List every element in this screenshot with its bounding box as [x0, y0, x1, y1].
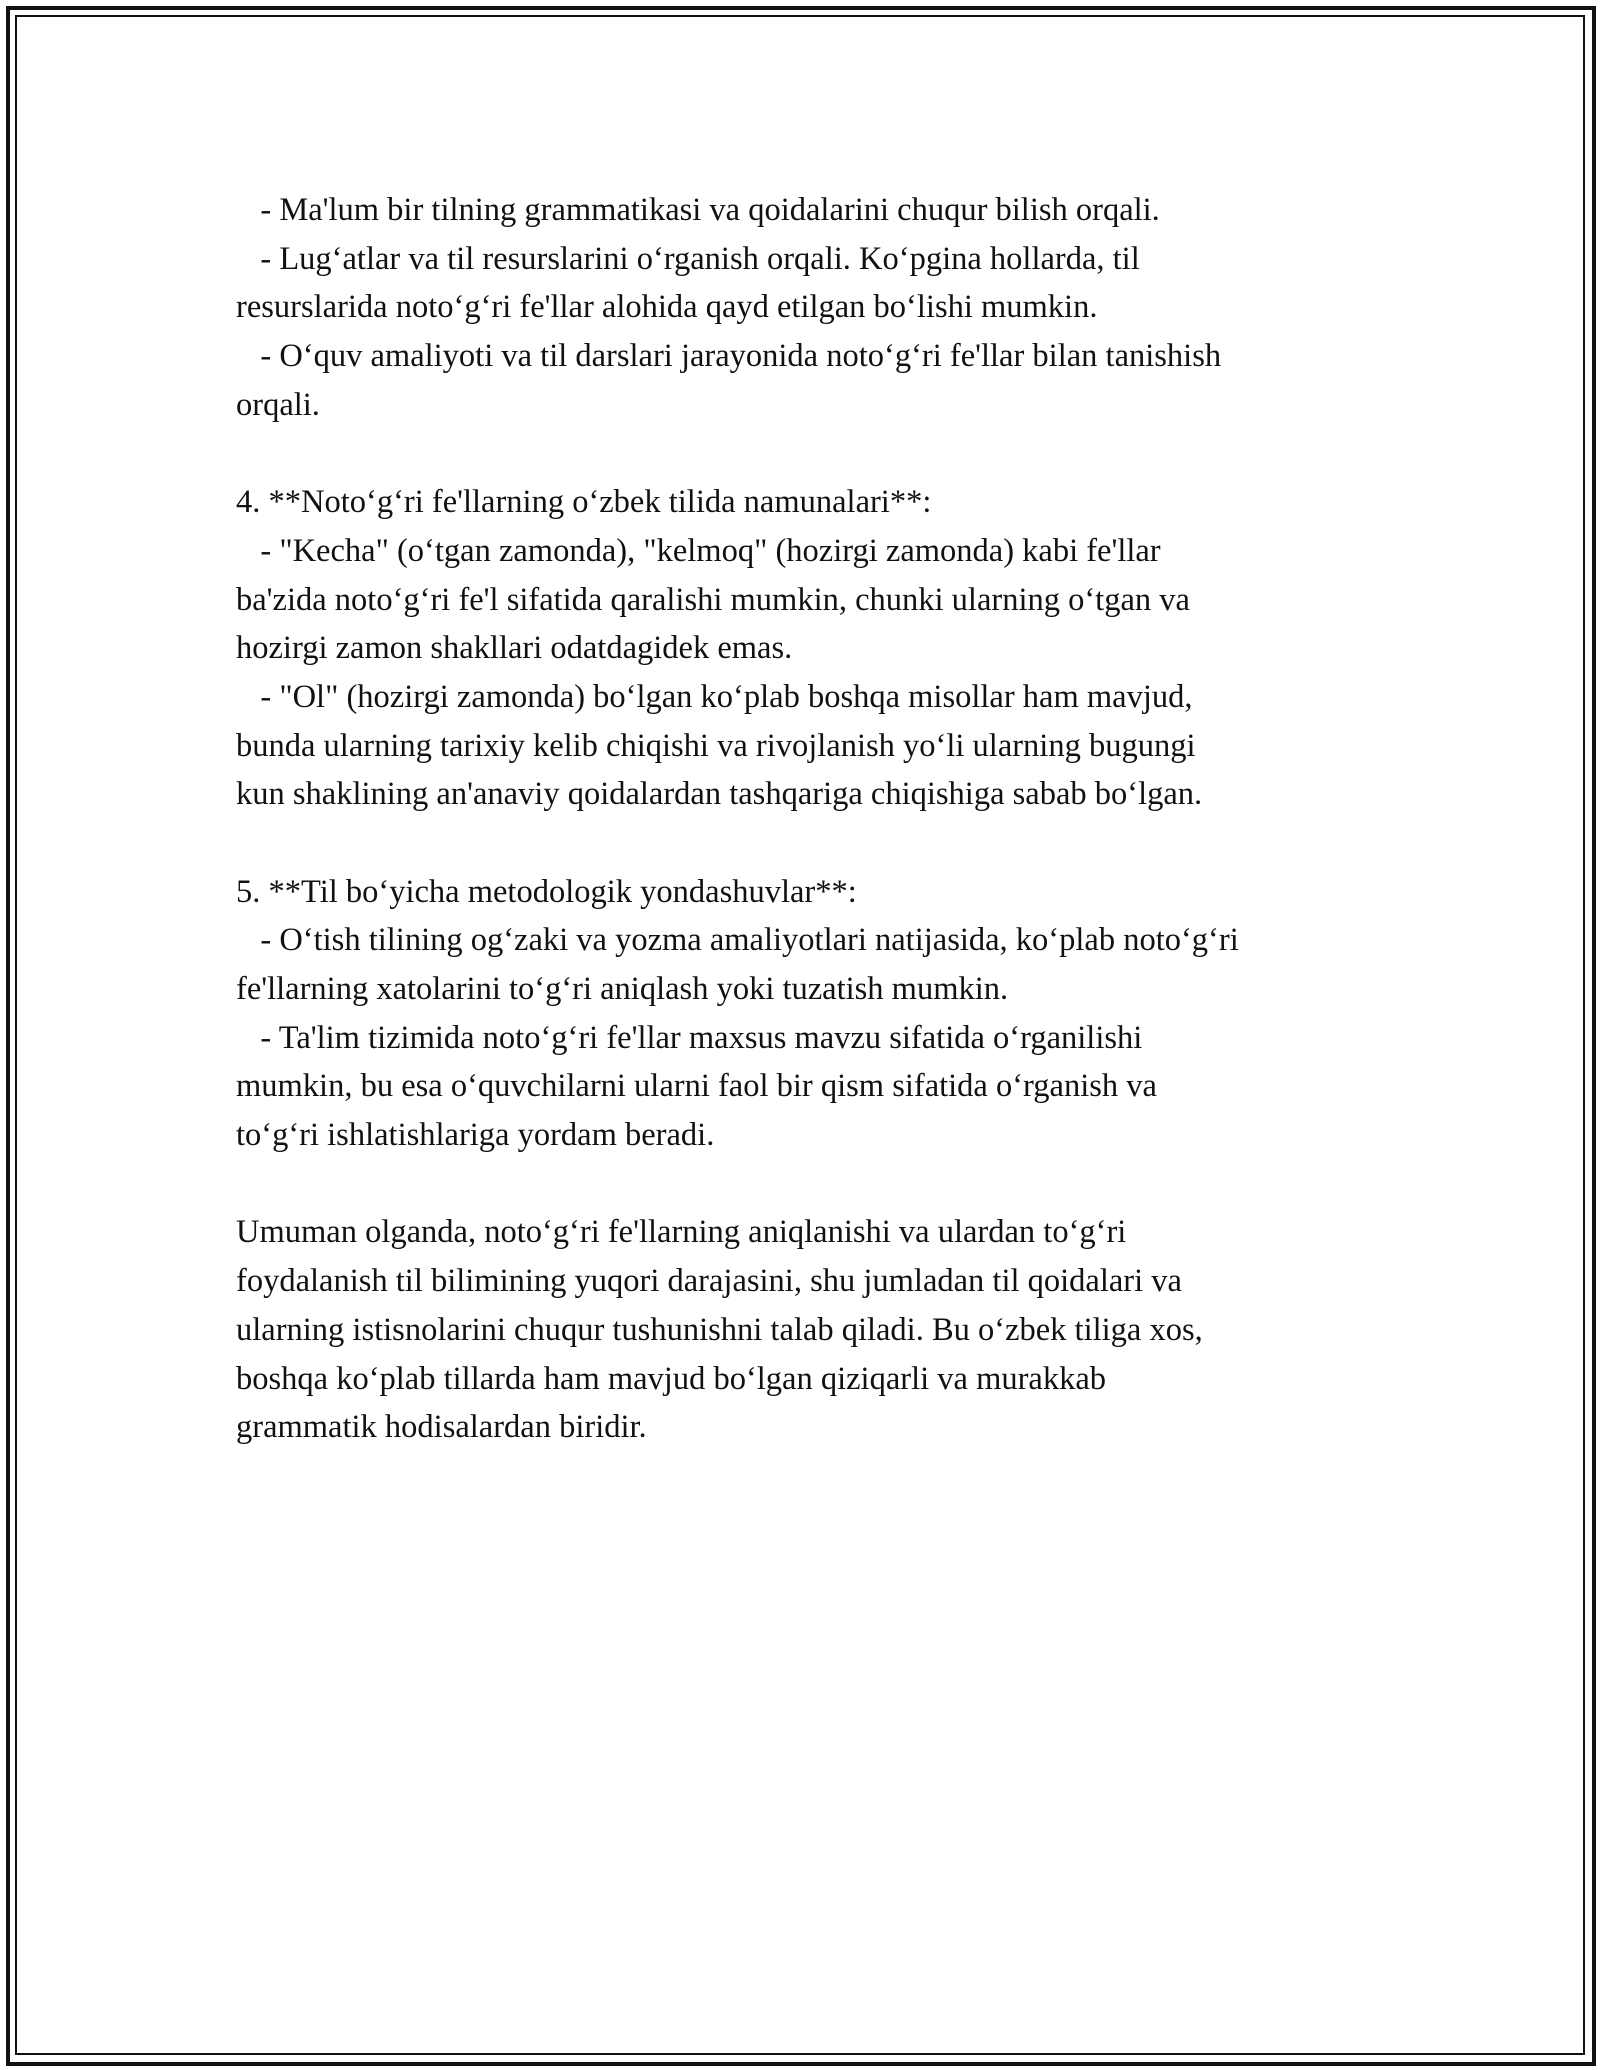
conclusion-line: ularning istisnolarini chuqur tushunishni talab qiladi. Bu o‘zbek tiliga xos,: [236, 1311, 1203, 1348]
text-line: to‘g‘ri ishlatishlariga yordam beradi.: [236, 1117, 715, 1154]
document-body: [236, 186, 1406, 1452]
conclusion-line: grammatik hodisalardan biridir.: [236, 1409, 647, 1446]
text-line: hozirgi zamon shakllari odatdagidek emas.: [236, 630, 793, 667]
text-line: - "Ol" (hozirgi zamonda) bo‘lgan ko‘plab boshqa misollar ham mavjud,: [236, 678, 1193, 715]
text-line: - O‘quv amaliyoti va til darslari jarayonida noto‘g‘ri fe'llar bilan tanishish: [236, 338, 1222, 375]
text-line: - O‘tish tilining og‘zaki va yozma amaliyotlari natijasida, ko‘plab noto‘g‘ri: [236, 922, 1239, 959]
text-line: - "Kecha" (o‘tgan zamonda), "kelmoq" (hozirgi zamonda) kabi fe'llar: [236, 532, 1161, 569]
text-line: - Ma'lum bir tilning grammatikasi va qoidalarini chuqur bilish orqali.: [236, 192, 1160, 228]
conclusion-line: boshqa ko‘plab tillarda ham mavjud bo‘lgan qiziqarli va murakkab: [236, 1360, 1107, 1397]
paragraph-gap: [236, 1160, 1406, 1209]
section-heading-4: 4. **Noto‘g‘ri fe'llarning o‘zbek tilida namunalari**:: [236, 484, 932, 521]
text-line: ba'zida noto‘g‘ri fe'l sifatida qaralishi mumkin, chunki ularning o‘tgan va: [236, 581, 1190, 618]
text-line: bunda ularning tarixiy kelib chiqishi va rivojlanish yo‘li ularning bugungi: [236, 727, 1196, 764]
text-line: kun shaklining an'anaviy qoidalardan tashqariga chiqishiga sabab bo‘lgan.: [236, 776, 1203, 813]
text-line: fe'llarning xatolarini to‘g‘ri aniqlash yoki tuzatish mumkin.: [236, 971, 1009, 1007]
paragraph-gap: [236, 429, 1406, 478]
paragraph-gap: [236, 819, 1406, 868]
text-line: - Lug‘atlar va til resurslarini o‘rganish orqali. Ko‘pgina hollarda, til: [236, 240, 1140, 277]
section-heading-5: 5. **Til bo‘yicha metodologik yondashuvlar**:: [236, 873, 857, 910]
conclusion-line: Umuman olganda, noto‘g‘ri fe'llarning aniqlanishi va ulardan to‘g‘ri: [236, 1214, 1127, 1251]
text-line: - Ta'lim tizimida noto‘g‘ri fe'llar maxsus mavzu sifatida o‘rganilishi: [236, 1019, 1143, 1056]
conclusion-line: foydalanish til bilimining yuqori darajasini, shu jumladan til qoidalari va: [236, 1263, 1182, 1300]
text-line: mumkin, bu esa o‘quvchilarni ularni faol bir qism sifatida o‘rganish va: [236, 1068, 1157, 1105]
text-line: orqali.: [236, 386, 320, 423]
text-line: resurslarida noto‘g‘ri fe'llar alohida qayd etilgan bo‘lishi mumkin.: [236, 289, 1098, 326]
